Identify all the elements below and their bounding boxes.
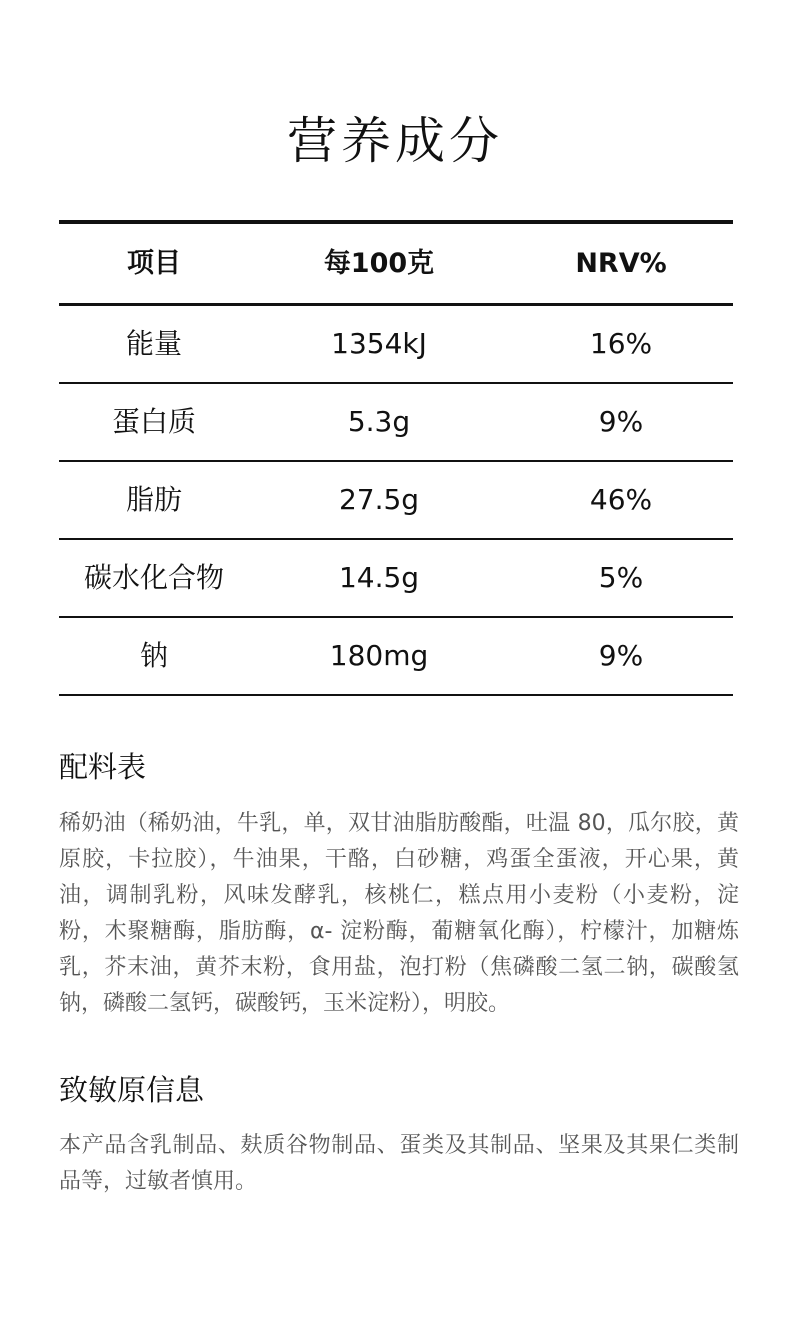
nutrient-name: 钠 — [139, 639, 168, 672]
nutrient-nrv: 46% — [589, 483, 653, 516]
table-header-row — [59, 224, 733, 306]
nutrient-amount: 1354kJ — [331, 327, 427, 360]
ingredients-text: 稀奶油（稀奶油，牛乳，单，双甘油脂肪酸酯，吐温 80，瓜尔胶，黄原胶，卡拉胶），牛油果，干酪，白砂糖，鸡蛋全蛋液，开心果，黄油，调制乳粉，风味发酵乳，核桃仁，糕点用小麦粉（小麦粉，淀粉，木聚糖酶，脂肪酶，α- 淀粉酶，葡糖氧化酶），柠檬汁，加糖炼乳，芥末油，黄芥末粉，食用盐，泡打粉（焦磷酸二氢二钠，碳酸氢钠，磷酸二氢钙，碳酸钙，玉米淀粉），明胶。 — [59, 811, 739, 1016]
allergen-heading: 致敏原信息 — [59, 1073, 205, 1107]
ingredients-heading: 配料表 — [59, 750, 147, 784]
nutrient-nrv: 9% — [598, 639, 644, 672]
header-nrv: NRV% — [575, 247, 667, 279]
table-row — [59, 618, 733, 696]
header-per-100g: 每100克 — [323, 247, 435, 279]
nutrient-name: 脂肪 — [125, 483, 182, 516]
table-row — [59, 540, 733, 618]
nutrient-amount: 5.3g — [347, 405, 411, 438]
nutrient-nrv: 16% — [589, 327, 653, 360]
nutrient-amount: 180mg — [329, 639, 429, 672]
nutrient-amount: 27.5g — [338, 483, 420, 516]
nutrient-nrv: 5% — [598, 561, 644, 594]
table-row — [59, 384, 733, 462]
nutrient-name: 能量 — [125, 327, 182, 360]
header-item: 项目 — [127, 247, 181, 279]
nutrition-table — [59, 220, 733, 696]
nutrient-name: 碳水化合物 — [83, 561, 224, 594]
nutrient-amount: 14.5g — [338, 561, 420, 594]
allergen-text: 本产品含乳制品、麸质谷物制品、蛋类及其制品、坚果及其果仁类制品等，过敏者慎用。 — [59, 1133, 739, 1194]
table-row — [59, 462, 733, 540]
table-row — [59, 306, 733, 384]
page-title: 营养成分 — [287, 112, 503, 170]
nutrient-nrv: 9% — [598, 405, 644, 438]
nutrient-name: 蛋白质 — [111, 405, 196, 438]
